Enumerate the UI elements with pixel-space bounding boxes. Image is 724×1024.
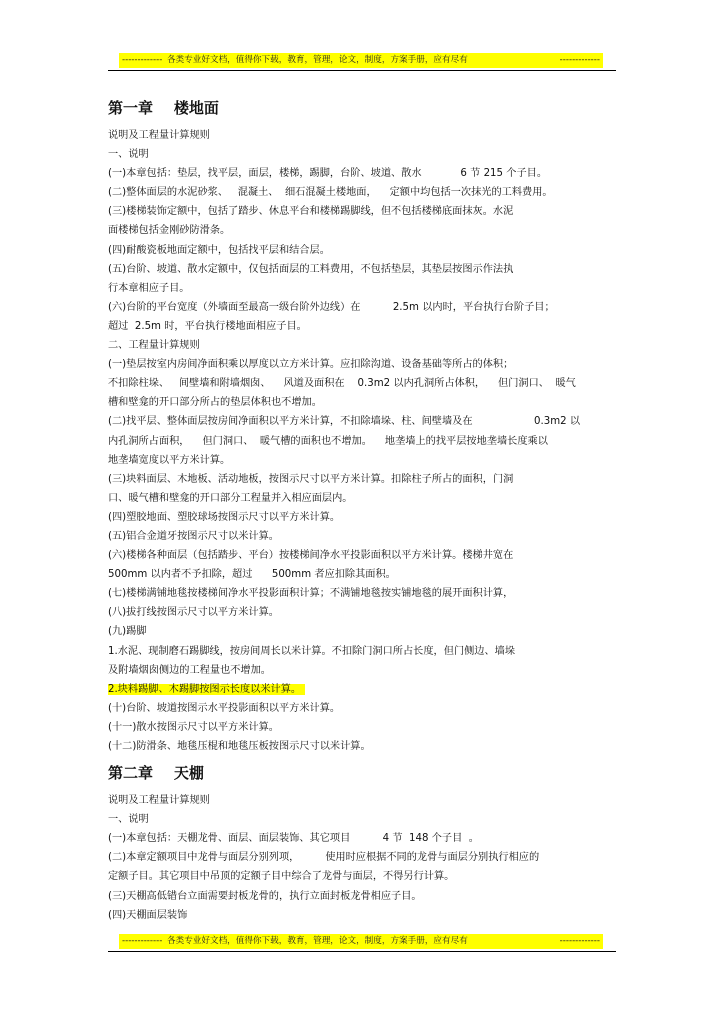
banner-dashes-left: ------------- bbox=[122, 55, 163, 65]
text-line: (八)拔打线按图示尺寸以平方米计算。 bbox=[108, 607, 279, 619]
text-line: 行本章相应子目。 bbox=[108, 282, 190, 294]
text-line: (九)踢脚 bbox=[108, 626, 147, 638]
text-line: 不扣除柱垛、 间壁墙和附墙烟囱、 风道及面积在 0.3m2 以内孔洞所占体积， 但门洞口、 暖气 bbox=[108, 378, 576, 390]
text-line: 500mm 以内者不予扣除，超过 500mm 者应扣除其面积。 bbox=[108, 569, 396, 581]
text-line: (四)耐酸瓷板地面定额中，包括找平层和结合层。 bbox=[108, 244, 330, 256]
text-line: 定额子目。其它项目中吊顶的定额子目中综合了龙骨与面层，不得另行计算。 bbox=[108, 871, 455, 883]
text-line: (六)台阶的平台宽度（外墙面至最高一级台阶外边线）在 2.5m 以内时，平台执行台阶子目； bbox=[108, 301, 555, 313]
top-rule bbox=[108, 70, 616, 71]
text-line: (五)台阶、坡道、散水定额中，仅包括面层的工料费用，不包括垫层，其垫层按图示作法执 bbox=[108, 263, 514, 275]
text-line: 二、工程量计算规则 bbox=[108, 340, 200, 352]
text-line: 内孔洞所占面积， 但门洞口、 暖气槽的面积也不增加。 地垄墙上的找平层按地垄墙长度乘以 bbox=[108, 435, 548, 447]
text-line: (六)楼梯各种面层（包括踏步、平台）按楼梯间净水平投影面积以平方米计算。楼梯井宽在 bbox=[108, 550, 514, 562]
text-line: (五)铝合金道牙按图示尺寸以米计算。 bbox=[108, 530, 279, 542]
text-line: (一)本章包括：垫层，找平层，面层，楼梯，踢脚，台阶、坡道、散水 6 节 215 个子目。 bbox=[108, 168, 548, 180]
banner-dashes-right: ------------- bbox=[559, 936, 600, 946]
text-line: (一)本章包括：天棚龙骨、面层、面层装饰、其它项目 4 节 148 个子目 。 bbox=[108, 833, 479, 845]
top-banner bbox=[119, 53, 603, 68]
text-line: 说明及工程量计算规则 bbox=[108, 130, 210, 141]
text-line: (三)楼梯装饰定额中，包括了踏步、休息平台和楼梯踢脚线，但不包括楼梯底面抹灰。水泥 bbox=[108, 206, 514, 218]
banner-dashes-right: ------------- bbox=[559, 55, 600, 65]
text-line: 1.水泥、现制磨石踢脚线，按房间周长以米计算。不扣除门洞口所占长度，但门侧边、墙垛 bbox=[108, 645, 516, 657]
text-line: 槽和壁龛的开口部分所占的垫层体积也不增加。 bbox=[108, 397, 322, 409]
text-line: (三)块料面层、木地板、活动地板，按图示尺寸以平方米计算。扣除柱子所占的面积，门洞 bbox=[108, 473, 514, 485]
chapter2-title: 第二章 天棚 bbox=[108, 764, 204, 783]
text-line: 说明及工程量计算规则 bbox=[108, 795, 210, 807]
text-line: 地垄墙宽度以平方米计算。 bbox=[108, 454, 231, 466]
text-line: (十一)散水按图示尺寸以平方米计算。 bbox=[108, 721, 279, 733]
text-line: 口、暖气槽和壁龛的开口部分工程量并入相应面层内。 bbox=[108, 492, 353, 504]
text-line: (一)垫层按室内房间净面积乘以厚度以立方米计算。应扣除沟道、设备基础等所占的体积； bbox=[108, 359, 514, 371]
text-line: 一、说明 bbox=[108, 814, 149, 826]
text-line: (四)塑胶地面、塑胶球场按图示尺寸以平方米计算。 bbox=[108, 511, 341, 523]
bottom-banner bbox=[119, 934, 603, 949]
bottom-rule bbox=[108, 951, 616, 952]
banner-dashes-left: ------------- bbox=[122, 936, 163, 946]
text-line: 一、说明 bbox=[108, 149, 149, 161]
text-line: (十二)防滑条、地毯压棍和地毯压板按图示尺寸以米计算。 bbox=[108, 741, 371, 752]
highlighted-line: 2.块料踢脚、木踢脚按图示长度以米计算。 bbox=[108, 684, 305, 695]
chapter1-title: 第一章 楼地面 bbox=[108, 99, 219, 117]
banner-text: 各类专业好文档，值得你下载，教育，管理，论文，制度，方案手册，应有尽有 bbox=[167, 936, 468, 946]
text-line: 及附墙烟囱侧边的工程量也不增加。 bbox=[108, 664, 271, 676]
text-line: (二)本章定额项目中龙骨与面层分别列项， 使用时应根据不同的龙骨与面层分别执行相应的 bbox=[108, 852, 540, 864]
text-line: (三)天棚高低错台立面需要封板龙骨的，执行立面封板龙骨相应子目。 bbox=[108, 890, 422, 902]
text-line: (二)整体面层的水泥砂浆、 混凝土、 细石混凝土楼地面， 定额中均包括一次抹光的工料费用。 bbox=[108, 187, 553, 199]
text-line: (四)天棚面层装饰 bbox=[108, 909, 188, 921]
text-line: (七)楼梯满铺地毯按楼梯间净水平投影面积计算；不满铺地毯按实铺地毯的展开面积计算， bbox=[108, 588, 514, 600]
text-line: 面楼梯包括金刚砂防滑条。 bbox=[108, 225, 231, 237]
text-line: (十)台阶、坡道按图示水平投影面积以平方米计算。 bbox=[108, 702, 341, 714]
text-line: (二)找平层、整体面层按房间净面积以平方米计算，不扣除墙垛、柱、间壁墙及在 0.3m2 以 bbox=[108, 416, 581, 428]
document-body bbox=[108, 96, 618, 925]
text-line: 超过 2.5m 时，平台执行楼地面相应子目。 bbox=[108, 320, 307, 332]
banner-text: 各类专业好文档，值得你下载，教育，管理，论文，制度，方案手册，应有尽有 bbox=[167, 55, 468, 65]
